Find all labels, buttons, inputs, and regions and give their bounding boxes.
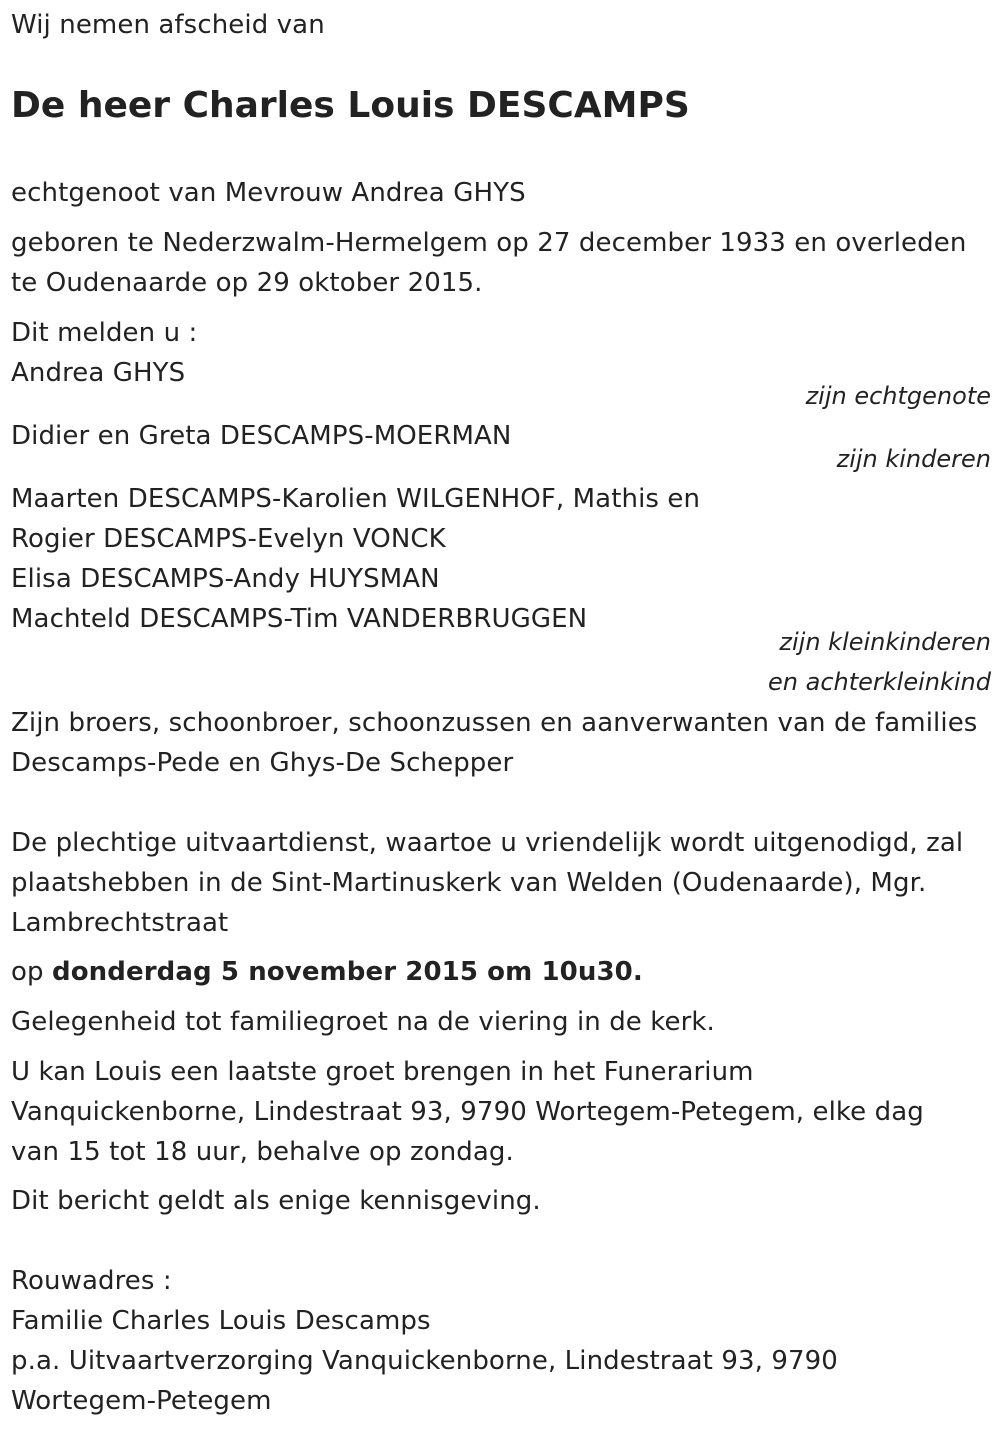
spouse-name: Andrea GHYS bbox=[11, 358, 186, 388]
grandchild-line: Maarten DESCAMPS-Karolien WILGENHOF, Mathis en bbox=[11, 484, 701, 514]
service-date-prefix: op bbox=[11, 957, 52, 987]
greeting-text: Gelegenheid tot familiegroet na de viering in de kerk. bbox=[11, 1007, 715, 1037]
children-role: zijn kinderen bbox=[836, 445, 991, 473]
children-names: Didier en Greta DESCAMPS-MOERMAN bbox=[11, 421, 512, 451]
grandchild-line: Elisa DESCAMPS-Andy HUYSMAN bbox=[11, 564, 440, 594]
intro-text: Wij nemen afscheid van bbox=[11, 10, 325, 40]
spouse-role: zijn echtgenote bbox=[805, 382, 991, 410]
notice-text: Dit bericht geldt als enige kennisgeving. bbox=[11, 1186, 541, 1216]
visit-line-2: Vanquickenborne, Lindestraat 93, 9790 Wortegem-Petegem, elke dag bbox=[11, 1097, 924, 1127]
address-line-1: Familie Charles Louis Descamps bbox=[11, 1306, 431, 1336]
visit-line-1: U kan Louis een laatste groet brengen in het Funerarium bbox=[11, 1057, 754, 1087]
address-label: Rouwadres : bbox=[11, 1266, 172, 1296]
grandchildren-role: zijn kleinkinderen bbox=[779, 628, 991, 656]
service-date-value: donderdag 5 november 2015 om 10u30. bbox=[51, 957, 643, 987]
service-line-2: plaatshebben in de Sint-Martinuskerk van Welden (Oudenaarde), Mgr. bbox=[11, 868, 927, 898]
spouse-line: echtgenoot van Mevrouw Andrea GHYS bbox=[11, 178, 526, 208]
deceased-title: De heer Charles Louis DESCAMPS bbox=[11, 85, 690, 126]
birth-line-1: geboren te Nederzwalm-Hermelgem op 27 december 1933 en overleden bbox=[11, 228, 967, 258]
others-line-2: Descamps-Pede en Ghys-De Schepper bbox=[11, 748, 514, 778]
visit-line-3: van 15 tot 18 uur, behalve op zondag. bbox=[11, 1137, 514, 1167]
announce-text: Dit melden u : bbox=[11, 318, 198, 348]
others-line-1: Zijn broers, schoonbroer, schoonzussen en aanverwanten van de families bbox=[11, 708, 978, 738]
grandchild-line: Rogier DESCAMPS-Evelyn VONCK bbox=[11, 524, 446, 554]
service-line-1: De plechtige uitvaartdienst, waartoe u vriendelijk wordt uitgenodigd, zal bbox=[11, 828, 964, 858]
grandchild-line: Machteld DESCAMPS-Tim VANDERBRUGGEN bbox=[11, 604, 588, 634]
birth-line-2: te Oudenaarde op 29 oktober 2015. bbox=[11, 268, 483, 298]
service-line-3: Lambrechtstraat bbox=[11, 908, 229, 938]
address-line-3: Wortegem-Petegem bbox=[11, 1386, 272, 1416]
address-line-2: p.a. Uitvaartverzorging Vanquickenborne, Lindestraat 93, 9790 bbox=[11, 1346, 838, 1376]
great-grandchild-role: en achterkleinkind bbox=[768, 668, 991, 696]
service-date bbox=[11, 952, 643, 992]
